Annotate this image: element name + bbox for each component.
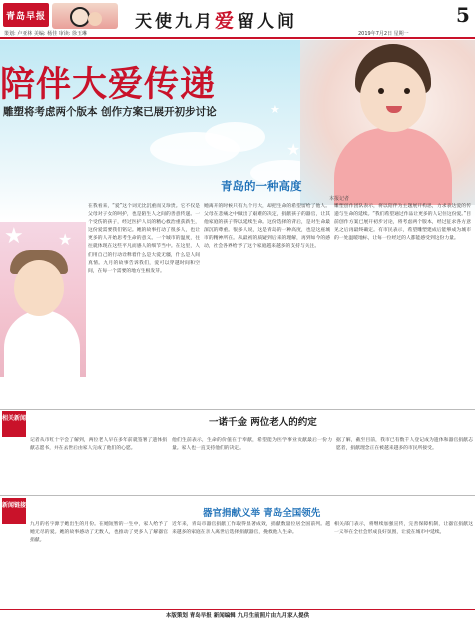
baby-photo — [0, 222, 86, 377]
related-news-column-2: 他们生前表示，生命的价值在于奉献，希望能为医学事业贡献最后一份力量。家人也一直支持他们的决定。 — [172, 438, 332, 452]
lead-article-column-1: 在我看来，“爱”这个词无比沉重而又珍贵。它不仅是父母对子女的呵护，也是陌生人之间的善意传递。一个受伤的孩子，经过医护人员的精心救治重获新生，这份爱需要我们铭记。她的故事打动了很多人，也让更多的人开始思考生命的意义。一个城市的温度，往往就体现在这些平凡而感人的细节当中。在这里，人们用自己的行动诠释着什么是大爱无疆，什么是人间真情。九月的故事告诉我们，爱可以穿越时间和空间，在每一个需要的地方生根发芽。 — [88, 204, 200, 274]
page-title-part2: 留人间 — [237, 12, 298, 32]
lead-article-column-2: 她离开的时候只有九个月大，却把生命的希望留给了他人。父母在悲痛之中做出了艰难的决定，捐献孩子的器官，让其他家庭的孩子得以延续生命。这份选择的背后，是对生命最深沉的尊重。很多人说，这是青岛的一种高度，也是这座城市的精神所在。从最初的质疑到后来的理解，再到如今的感动，社会各界给予了这个家庭越来越多的支持与关注。 — [204, 204, 330, 250]
banner-subhead: 雕塑将考虑两个版本 创作方案已展开初步讨论 — [3, 106, 217, 118]
page-title-accent: 爱 — [215, 10, 238, 32]
banner-headline: 陪伴大爱传递 — [0, 65, 217, 105]
news-link-column-2: 近年来，青岛市器官捐献工作取得显著成效，捐献数量位居全国前列。越来越多的家庭在亲人离世后选择捐献器官，挽救他人生命。 — [172, 522, 330, 536]
page-title-part1: 天使九月 — [135, 12, 215, 32]
star-icon: ★ — [270, 103, 280, 116]
newspaper-logo — [3, 3, 49, 27]
star-icon: ★ — [286, 140, 301, 159]
logo-text: 青岛早报 — [5, 11, 46, 22]
masthead — [0, 0, 475, 38]
news-link-column-1: 九月的名字源于她出生的月份。在她短暂的一生中，家人给予了她无尽的爱。她的故事感动了无数人，也推动了更多人了解器官捐献。 — [30, 522, 168, 544]
header-divider — [0, 37, 475, 39]
lead-article-title: 青岛的一种高度 — [221, 179, 302, 193]
cloud-decoration — [205, 122, 265, 152]
news-link-tag: 新闻链接 — [2, 498, 26, 524]
date-line: 2019年7月2日 星期一 — [358, 31, 409, 37]
section-divider — [0, 409, 475, 410]
footer-credits: 本版策划 青岛早报 新闻编辑 九月生前照片由九月家人提供 — [165, 613, 310, 619]
related-news-title: 一诺千金 两位老人的约定 — [209, 417, 317, 428]
related-news-column-3: 据了解，截至目前，我市已有数千人登记成为遗体和器官捐献志愿者，捐献理念正在被越来越多的市民所接受。 — [336, 438, 473, 452]
footer-divider — [0, 609, 475, 610]
star-icon: ★ — [58, 230, 73, 249]
star-icon: ★ — [4, 224, 24, 249]
related-news-column-1: 记者从市红十字会了解到，两位老人早在多年前就签署了遗体捐献志愿书，并在去世后由家人完成了他们的心愿。 — [30, 438, 167, 452]
header-kid-photo — [52, 3, 118, 29]
related-news-tag: 相关新闻 — [2, 411, 26, 437]
section-divider — [0, 495, 475, 496]
lead-article-column-3: 雕塑创作团队表示，将以陪伴为主题展开构思，力求表达爱的传递与生命的延续。“我们希望通过作品让更多的人记住这份爱。”目前创作方案已展开初步讨论，将考虑两个版本，经过征求各方意见之后再最终确定。有市民表示，希望雕塑建成后能够成为城市的一处温暖地标，让每一位经过的人都能感受到这份力量。 — [334, 204, 471, 242]
credit-line: 策划: 卢亚林 美编: 杨佳 审读: 徐玉琳 — [4, 31, 88, 37]
news-link-title: 器官捐献义举 青岛全国领先 — [203, 508, 321, 519]
news-link-column-3: 相关部门表示，将继续加强宣传，完善保障机制，让器官捐献这一义举在全社会形成良好氛围，让爱在城市中延续。 — [334, 522, 473, 536]
page-title — [135, 6, 297, 33]
lead-article-author: 本报记者 — [329, 196, 350, 202]
page-number: 5 — [456, 3, 470, 27]
kid-photo — [300, 40, 475, 205]
